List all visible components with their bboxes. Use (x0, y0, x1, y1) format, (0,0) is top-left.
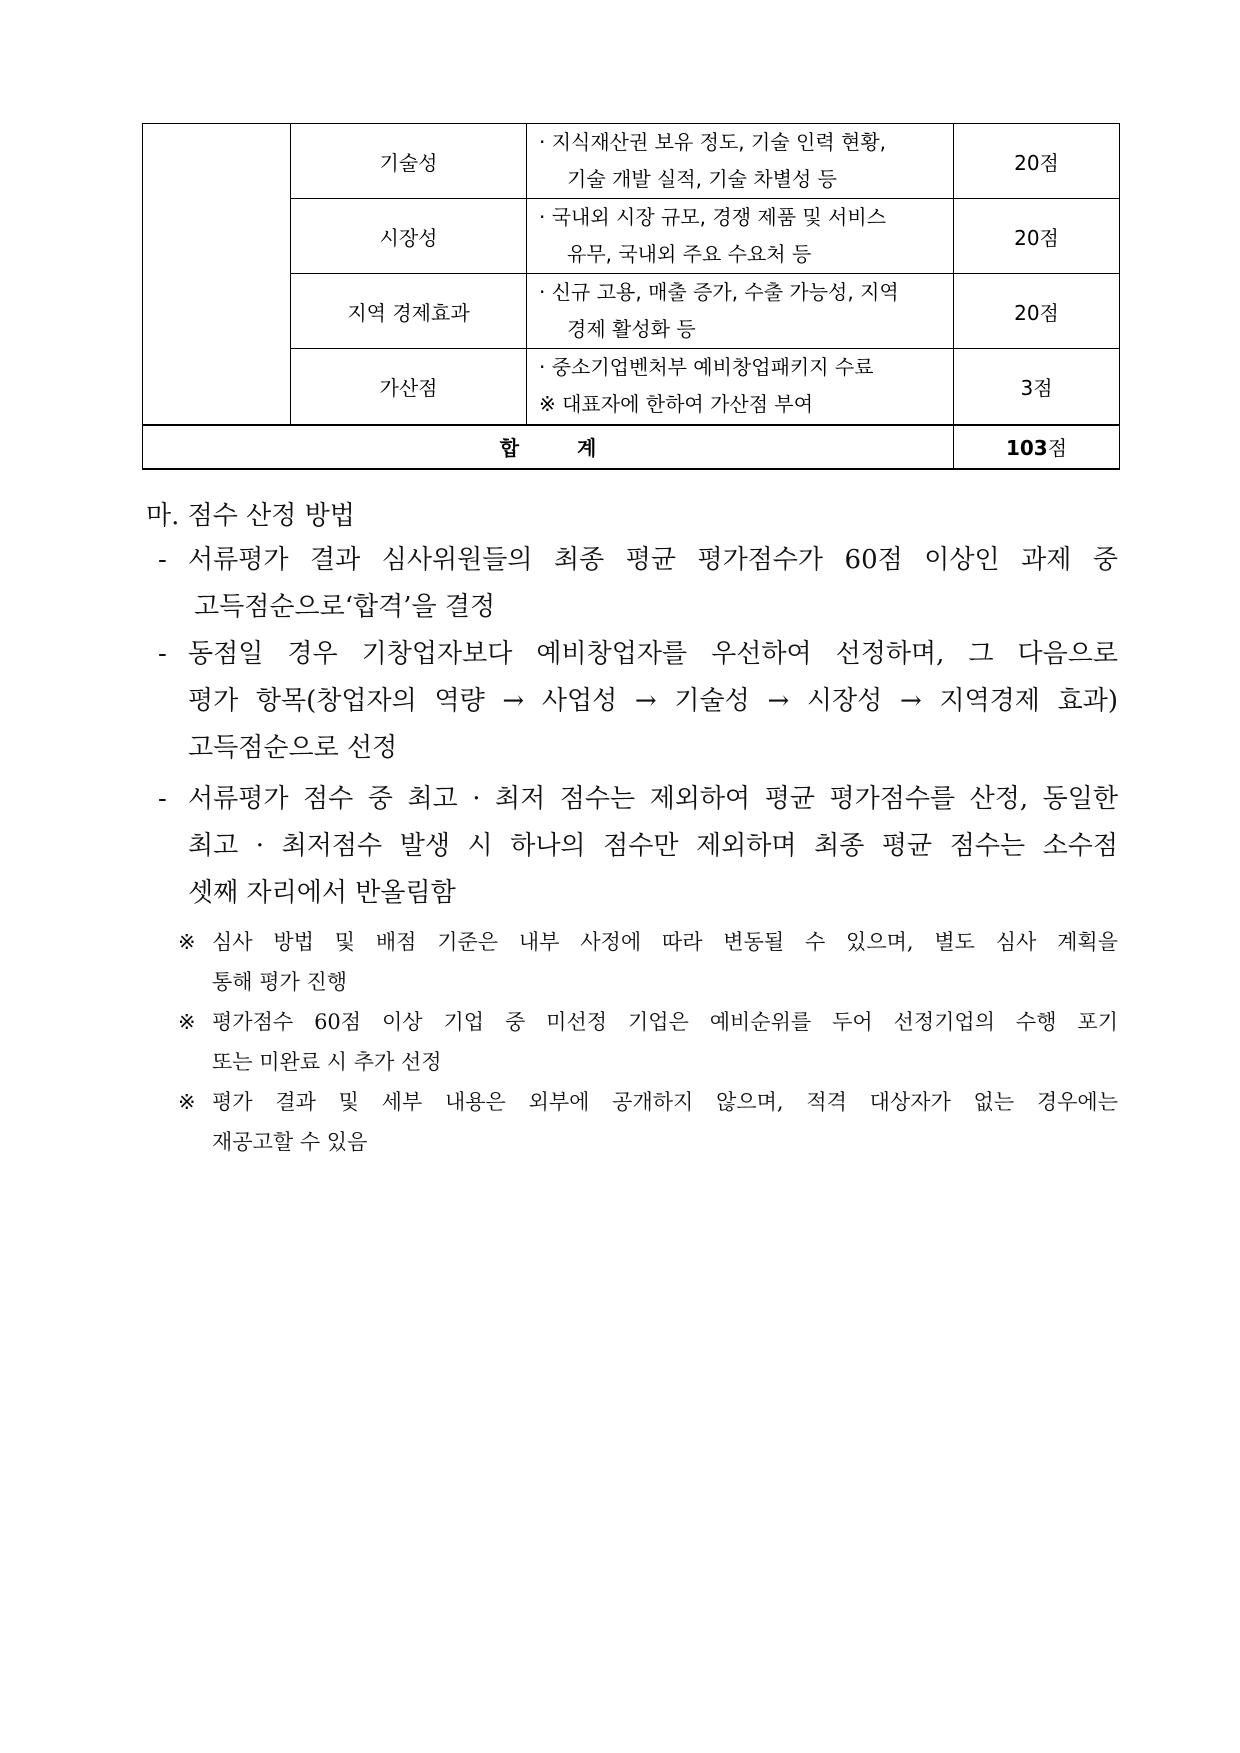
note-paragraph (178, 1082, 1118, 1162)
note-line: 재공고할 수 있음 (212, 1130, 368, 1154)
item-score-cell: 20점 (954, 274, 1120, 349)
note-paragraph (178, 922, 1118, 1002)
description-line: 유무, 국내외 주요 수요처 등 (567, 242, 812, 266)
paragraph-line: 평가 항목(창업자의 역량 → 사업성 → 기술성 → 시장성 → 지역경제 효과) (188, 686, 1118, 716)
description-line: 기술 개발 실적, 기술 차별성 등 (567, 167, 837, 191)
item-name-cell: 시장성 (291, 199, 527, 274)
bullet-paragraph (158, 776, 1118, 917)
description-line: · 국내외 시장 규모, 경쟁 제품 및 서비스 (539, 205, 887, 229)
reference-mark: ※ (178, 1090, 196, 1114)
item-name-cell: 기술성 (291, 124, 527, 199)
total-label-cell (143, 425, 954, 469)
total-label-first: 합 (499, 436, 520, 460)
paragraph-line: 고득점순으로‘합격’을 결정 (194, 592, 496, 622)
paragraph-line: 동점일 경우 기창업자보다 예비창업자를 우선하여 선정하며, 그 다음으로 (188, 639, 1118, 669)
evaluation-criteria-table (142, 123, 1120, 470)
bullet-paragraph (158, 631, 1118, 772)
item-score-cell: 20점 (954, 199, 1120, 274)
bullet-paragraph (158, 537, 1118, 631)
note-line: 또는 미완료 시 추가 선정 (212, 1050, 442, 1074)
item-description-cell (527, 274, 954, 349)
paragraph-line: 셋째 자리에서 반올림함 (188, 878, 456, 908)
total-score-cell (954, 425, 1120, 469)
total-label-second: 계 (576, 436, 597, 460)
item-description-cell (527, 349, 954, 425)
total-score-number: 103 (1005, 436, 1048, 460)
note-line: 통해 평가 진행 (212, 970, 348, 994)
item-name-cell: 지역 경제효과 (291, 274, 527, 349)
paragraph-line: 서류평가 결과 심사위원들의 최종 평균 평가점수가 60점 이상인 과제 중 (188, 545, 1118, 575)
description-line: ※ 대표자에 한하여 가산점 부여 (539, 392, 814, 417)
reference-mark: ※ (178, 1010, 196, 1034)
item-name-cell: 가산점 (291, 349, 527, 425)
category-cell-empty (143, 124, 291, 425)
item-score-cell: 20점 (954, 124, 1120, 199)
dash-bullet: - (158, 545, 167, 575)
description-line: · 중소기업벤처부 예비창업패키지 수료 (539, 355, 874, 380)
paragraph-line: 고득점순으로 선정 (188, 733, 398, 763)
description-line: · 신규 고용, 매출 증가, 수출 가능성, 지역 (539, 280, 899, 304)
section-heading: 마. 점수 산정 방법 (146, 501, 355, 531)
item-description-cell (527, 199, 954, 274)
note-line: 평가점수 60점 이상 기업 중 미선정 기업은 예비순위를 두어 선정기업의 수행 포기 (212, 1010, 1118, 1034)
item-description-cell (527, 124, 954, 199)
total-row (143, 425, 1120, 469)
description-line: · 지식재산권 보유 정도, 기술 인력 현황, (539, 130, 887, 154)
total-score-unit: 점 (1047, 436, 1068, 460)
table-row (143, 124, 1120, 199)
paragraph-line: 최고 · 최저점수 발생 시 하나의 점수만 제외하며 최종 평균 점수는 소수점 (188, 831, 1118, 861)
dash-bullet: - (158, 784, 167, 814)
item-score-cell: 3점 (954, 349, 1120, 425)
note-line: 심사 방법 및 배점 기준은 내부 사정에 따라 변동될 수 있으며, 별도 심사 계획을 (212, 930, 1118, 954)
dash-bullet: - (158, 639, 167, 669)
note-paragraph (178, 1002, 1118, 1082)
description-line: 경제 활성화 등 (567, 317, 696, 341)
paragraph-line: 서류평가 점수 중 최고 · 최저 점수는 제외하여 평균 평가점수를 산정, 동일한 (188, 784, 1118, 814)
note-line: 평가 결과 및 세부 내용은 외부에 공개하지 않으며, 적격 대상자가 없는 경우에는 (212, 1090, 1118, 1114)
reference-mark: ※ (178, 930, 196, 954)
